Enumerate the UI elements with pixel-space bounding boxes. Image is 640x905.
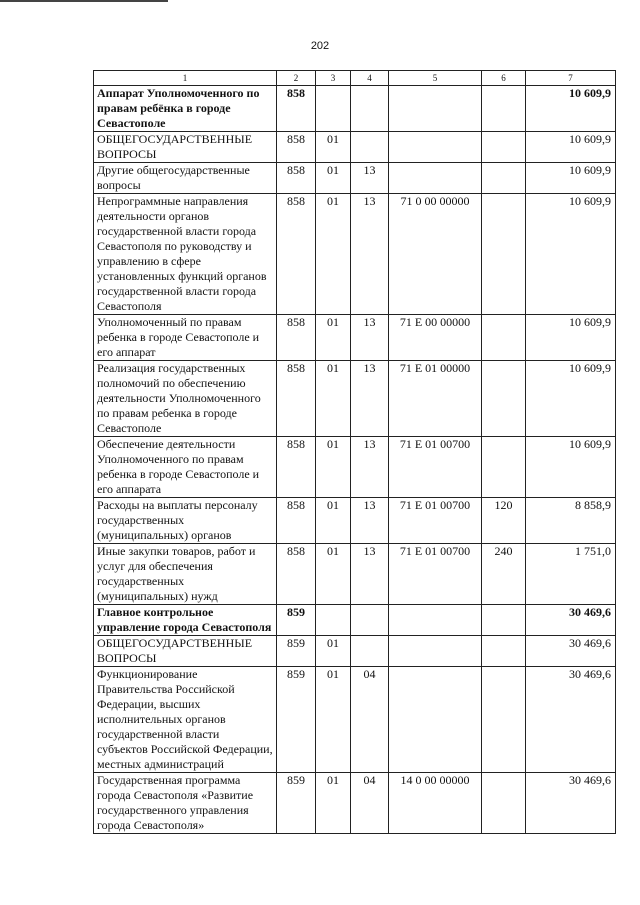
amount-cell: 10 609,9 <box>526 194 616 315</box>
expense-type-cell: 240 <box>482 544 526 605</box>
target-article-cell: 71 Е 01 00700 <box>389 498 482 544</box>
admin-code-cell: 858 <box>277 86 316 132</box>
target-article-cell <box>389 636 482 667</box>
amount-cell: 10 609,9 <box>526 163 616 194</box>
header-cell: 3 <box>316 71 351 86</box>
section-code-cell: 01 <box>316 437 351 498</box>
table-row <box>94 194 616 315</box>
target-article-cell: 71 Е 00 00000 <box>389 315 482 361</box>
table-row <box>94 773 616 834</box>
row-name-cell: ОБЩЕГОСУДАРСТВЕННЫЕ ВОПРОСЫ <box>94 132 277 163</box>
expense-type-cell <box>482 361 526 437</box>
section-code-cell: 01 <box>316 163 351 194</box>
page-number: 202 <box>310 40 330 52</box>
admin-code-cell: 859 <box>277 605 316 636</box>
row-name-cell: ОБЩЕГОСУДАРСТВЕННЫЕ ВОПРОСЫ <box>94 636 277 667</box>
section-code-cell: 01 <box>316 132 351 163</box>
section-code-cell <box>316 605 351 636</box>
row-name-cell: Иные закупки товаров, работ и услуг для обеспечения государственных (муниципальных) нужд <box>94 544 277 605</box>
amount-cell: 30 469,6 <box>526 773 616 834</box>
table-header-row <box>94 71 616 86</box>
header-cell: 7 <box>526 71 616 86</box>
target-article-cell <box>389 132 482 163</box>
subsection-code-cell: 04 <box>351 667 389 773</box>
section-code-cell <box>316 86 351 132</box>
admin-code-cell: 858 <box>277 194 316 315</box>
row-name-cell: Обеспечение деятельности Уполномоченного по правам ребенка в городе Севастополе и его аппарата <box>94 437 277 498</box>
admin-code-cell: 858 <box>277 315 316 361</box>
amount-cell: 1 751,0 <box>526 544 616 605</box>
amount-cell: 30 469,6 <box>526 667 616 773</box>
target-article-cell <box>389 163 482 194</box>
section-code-cell: 01 <box>316 667 351 773</box>
header-cell: 5 <box>389 71 482 86</box>
row-name-cell: Реализация государственных полномочий по обеспечению деятельности Уполномоченного по правам ребенка в городе Севастополе <box>94 361 277 437</box>
subsection-code-cell: 13 <box>351 194 389 315</box>
table-row <box>94 498 616 544</box>
target-article-cell: 71 Е 01 00700 <box>389 544 482 605</box>
header-cell: 1 <box>94 71 277 86</box>
subsection-code-cell: 13 <box>351 437 389 498</box>
row-name-cell: Уполномоченный по правам ребенка в городе Севастополе и его аппарат <box>94 315 277 361</box>
expense-type-cell <box>482 86 526 132</box>
section-code-cell: 01 <box>316 194 351 315</box>
row-name-cell: Аппарат Уполномоченного по правам ребёнка в городе Севастополе <box>94 86 277 132</box>
subsection-code-cell: 13 <box>351 163 389 194</box>
table-row <box>94 361 616 437</box>
budget-table <box>93 70 616 834</box>
target-article-cell: 71 Е 01 00700 <box>389 437 482 498</box>
amount-cell: 10 609,9 <box>526 361 616 437</box>
table-row <box>94 636 616 667</box>
target-article-cell <box>389 86 482 132</box>
expense-type-cell <box>482 773 526 834</box>
table-row <box>94 86 616 132</box>
table-row <box>94 437 616 498</box>
section-code-cell: 01 <box>316 361 351 437</box>
subsection-code-cell: 04 <box>351 773 389 834</box>
admin-code-cell: 858 <box>277 437 316 498</box>
admin-code-cell: 858 <box>277 544 316 605</box>
subsection-code-cell <box>351 605 389 636</box>
amount-cell: 10 609,9 <box>526 132 616 163</box>
target-article-cell: 71 Е 01 00000 <box>389 361 482 437</box>
table-row <box>94 132 616 163</box>
subsection-code-cell <box>351 636 389 667</box>
amount-cell: 10 609,9 <box>526 315 616 361</box>
subsection-code-cell: 13 <box>351 498 389 544</box>
admin-code-cell: 858 <box>277 163 316 194</box>
row-name-cell: Функционирование Правительства Российской Федерации, высших исполнительных органов государственной власти субъектов Российской Федерации, местных администраций <box>94 667 277 773</box>
row-name-cell: Другие общегосударственные вопросы <box>94 163 277 194</box>
expense-type-cell <box>482 636 526 667</box>
row-name-cell: Расходы на выплаты персоналу государственных (муниципальных) органов <box>94 498 277 544</box>
header-cell: 4 <box>351 71 389 86</box>
target-article-cell <box>389 667 482 773</box>
amount-cell: 10 609,9 <box>526 437 616 498</box>
subsection-code-cell: 13 <box>351 361 389 437</box>
expense-type-cell: 120 <box>482 498 526 544</box>
amount-cell: 30 469,6 <box>526 605 616 636</box>
admin-code-cell: 859 <box>277 636 316 667</box>
row-name-cell: Главное контрольное управление города Севастополя <box>94 605 277 636</box>
admin-code-cell: 858 <box>277 498 316 544</box>
amount-cell: 10 609,9 <box>526 86 616 132</box>
expense-type-cell <box>482 132 526 163</box>
section-code-cell: 01 <box>316 544 351 605</box>
section-code-cell: 01 <box>316 498 351 544</box>
admin-code-cell: 858 <box>277 132 316 163</box>
subsection-code-cell: 13 <box>351 315 389 361</box>
table-row <box>94 605 616 636</box>
top-edge-line <box>0 0 168 2</box>
admin-code-cell: 859 <box>277 667 316 773</box>
expense-type-cell <box>482 315 526 361</box>
table-row <box>94 163 616 194</box>
row-name-cell: Непрограммные направления деятельности органов государственной власти города Севастополя по руководству и управлению в сфере установленных функций органов государственной власти города Севастополя <box>94 194 277 315</box>
target-article-cell: 14 0 00 00000 <box>389 773 482 834</box>
admin-code-cell: 859 <box>277 773 316 834</box>
subsection-code-cell <box>351 86 389 132</box>
subsection-code-cell <box>351 132 389 163</box>
header-cell: 2 <box>277 71 316 86</box>
header-cell: 6 <box>482 71 526 86</box>
expense-type-cell <box>482 437 526 498</box>
section-code-cell: 01 <box>316 315 351 361</box>
expense-type-cell <box>482 667 526 773</box>
expense-type-cell <box>482 605 526 636</box>
expense-type-cell <box>482 163 526 194</box>
amount-cell: 30 469,6 <box>526 636 616 667</box>
target-article-cell: 71 0 00 00000 <box>389 194 482 315</box>
table-row <box>94 667 616 773</box>
target-article-cell <box>389 605 482 636</box>
row-name-cell: Государственная программа города Севастополя «Развитие государственного управления города Севастополя» <box>94 773 277 834</box>
table-row <box>94 544 616 605</box>
amount-cell: 8 858,9 <box>526 498 616 544</box>
subsection-code-cell: 13 <box>351 544 389 605</box>
table-row <box>94 315 616 361</box>
expense-type-cell <box>482 194 526 315</box>
admin-code-cell: 858 <box>277 361 316 437</box>
section-code-cell: 01 <box>316 636 351 667</box>
section-code-cell: 01 <box>316 773 351 834</box>
